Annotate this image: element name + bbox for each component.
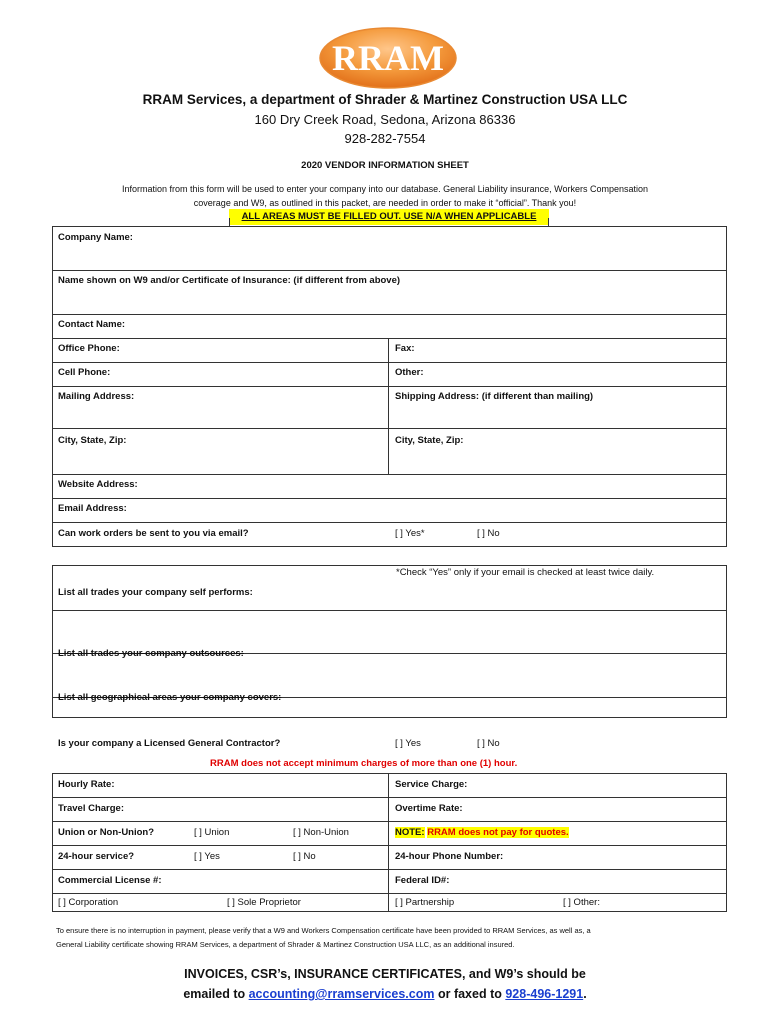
outsources-field[interactable]: List all trades your company outsources: <box>58 648 244 659</box>
shipping-address-field[interactable]: Shipping Address: (if different than mailing) <box>395 391 594 402</box>
service-24-question: 24-hour service? <box>58 851 135 862</box>
email-field[interactable]: Email Address: <box>58 503 127 514</box>
note-quotes <box>395 827 569 838</box>
payment-notice-line-1: To ensure there is no interruption in payment, please verify that a W9 and Workers Compensation certificate have been provided to RRAM Services, as well as, a <box>56 926 591 935</box>
svg-text:RRAM: RRAM <box>332 38 444 78</box>
partnership-checkbox[interactable]: [ ] Partnership <box>395 897 455 908</box>
city-state-zip-mailing-field[interactable]: City, State, Zip: <box>58 435 127 446</box>
website-field[interactable]: Website Address: <box>58 479 138 490</box>
submission-line-2 <box>0 984 770 1004</box>
work-orders-yes-checkbox[interactable]: [ ] Yes* <box>395 528 425 539</box>
mailing-address-field[interactable]: Mailing Address: <box>58 391 135 402</box>
info-line-1: Information from this form will be used to enter your company into our database. General Liability insurance, Workers Compensation <box>121 184 649 194</box>
accounting-email-link[interactable]: accounting@rramservices.com <box>248 987 435 1001</box>
city-state-zip-shipping-field[interactable]: City, State, Zip: <box>395 435 464 446</box>
work-orders-question: Can work orders be sent to you via email? <box>58 528 249 539</box>
hourly-rate-field[interactable]: Hourly Rate: <box>58 779 115 790</box>
contact-name-field[interactable]: Contact Name: <box>58 319 126 330</box>
payment-notice <box>56 924 716 952</box>
federal-id-field[interactable]: Federal ID#: <box>395 875 450 886</box>
submission-end: . <box>583 987 587 1001</box>
overtime-rate-field[interactable]: Overtime Rate: <box>395 803 463 814</box>
company-name-field[interactable]: Company Name: <box>58 232 133 243</box>
fax-field[interactable]: Fax: <box>395 343 415 354</box>
email-check-note: *Check “Yes” only if your email is checked at least twice daily. <box>396 567 655 578</box>
company-heading: RRAM Services, a department of Shrader & Martinez Construction USA LLC <box>142 92 628 107</box>
minimum-charge-notice: RRAM does not accept minimum charges of more than one (1) hour. <box>210 758 518 769</box>
submission-instructions <box>0 964 770 1004</box>
geo-areas-field[interactable]: List all geographical areas your company covers: <box>58 692 282 703</box>
company-address: 160 Dry Creek Road, Sedona, Arizona 86336 <box>254 112 516 127</box>
non-union-checkbox[interactable]: [ ] Non-Union <box>293 827 349 838</box>
licensed-gc-question: Is your company a Licensed General Contractor? <box>58 738 281 749</box>
fax-number-link[interactable]: 928-496-1291 <box>505 987 584 1001</box>
info-paragraph <box>0 182 770 210</box>
submission-line-1: INVOICES, CSR’s, INSURANCE CERTIFICATES, and W9’s should be <box>184 967 586 981</box>
company-phone: 928-282-7554 <box>344 131 426 146</box>
service-charge-field[interactable]: Service Charge: <box>395 779 468 790</box>
licensed-gc-no-checkbox[interactable]: [ ] No <box>477 738 500 749</box>
service-24-no-checkbox[interactable]: [ ] No <box>293 851 316 862</box>
union-checkbox[interactable]: [ ] Union <box>194 827 230 838</box>
office-phone-field[interactable]: Office Phone: <box>58 343 120 354</box>
cell-phone-field[interactable]: Cell Phone: <box>58 367 111 378</box>
rates-section <box>52 773 727 912</box>
self-performs-field[interactable]: List all trades your company self performs: <box>58 587 253 598</box>
rram-logo <box>318 26 458 90</box>
other-phone-field[interactable]: Other: <box>395 367 424 378</box>
travel-charge-field[interactable]: Travel Charge: <box>58 803 124 814</box>
corporation-checkbox[interactable]: [ ] Corporation <box>58 897 119 908</box>
submission-mid: or faxed to <box>434 987 506 1001</box>
required-notice: ALL AREAS MUST BE FILLED OUT. USE N/A WHEN APPLICABLE <box>229 209 549 225</box>
licensed-gc-yes-checkbox[interactable]: [ ] Yes <box>395 738 421 749</box>
phone-24-field[interactable]: 24-hour Phone Number: <box>395 851 504 862</box>
note-text: RRAM does not pay for quotes. <box>427 827 569 838</box>
payment-notice-line-2: General Liability certificate showing RRAM Services, a department of Shrader & Martinez Construction USA LLC, as an additional insured. <box>56 940 515 949</box>
sole-proprietor-checkbox[interactable]: [ ] Sole Proprietor <box>227 897 301 908</box>
info-line-2: coverage and W9, as outlined in this packet, are needed in order to make it “official”. Thank you! <box>193 198 577 208</box>
commercial-license-field[interactable]: Commercial License #: <box>58 875 162 886</box>
service-24-yes-checkbox[interactable]: [ ] Yes <box>194 851 220 862</box>
work-orders-no-checkbox[interactable]: [ ] No <box>477 528 500 539</box>
union-question: Union or Non-Union? <box>58 827 155 838</box>
other-entity-checkbox[interactable]: [ ] Other: <box>563 897 600 908</box>
note-label: NOTE: <box>395 827 425 838</box>
submission-prefix: emailed to <box>183 987 249 1001</box>
sheet-title: 2020 VENDOR INFORMATION SHEET <box>301 160 469 171</box>
w9-name-field[interactable]: Name shown on W9 and/or Certificate of Insurance: (if different from above) <box>58 275 401 286</box>
